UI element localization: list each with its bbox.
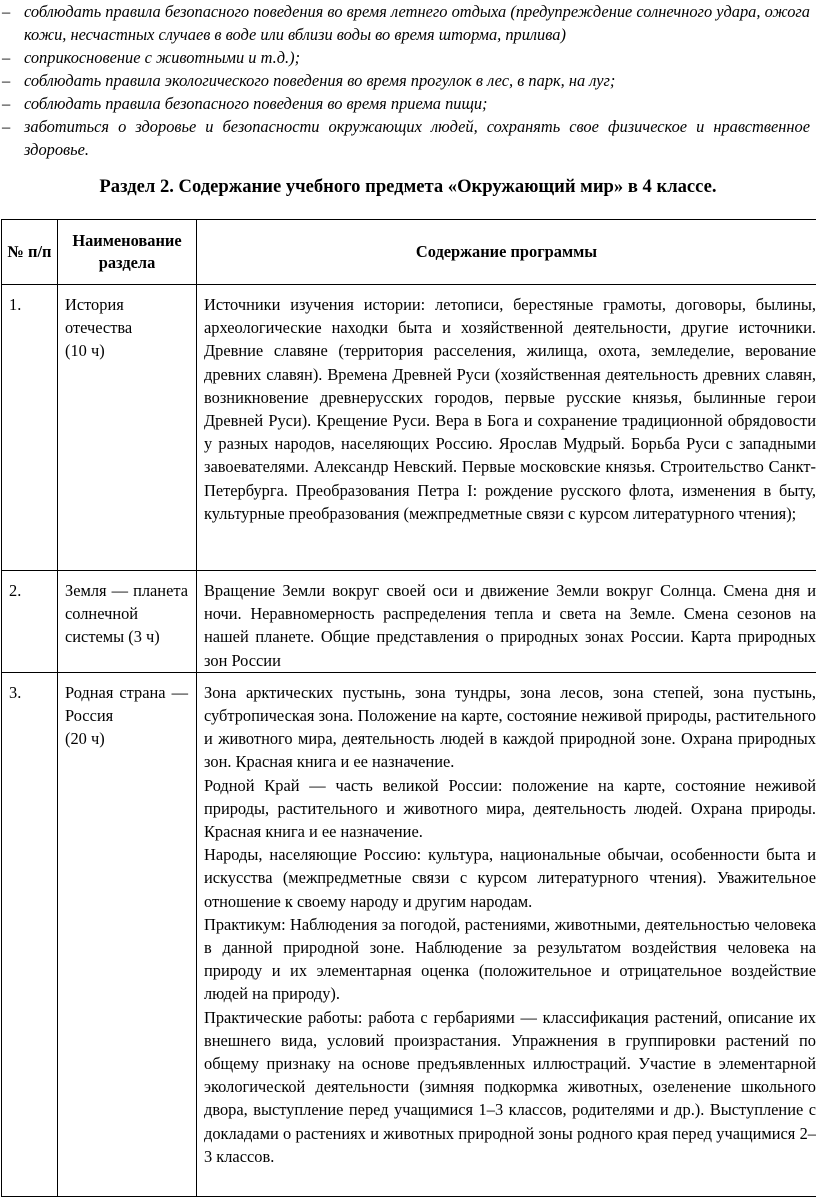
table-row (2, 285, 816, 571)
row-num: 3. (2, 672, 58, 1196)
section-name: Родная страна — Россия (65, 681, 188, 727)
section-heading: Раздел 2. Содержание учебного предмета «Окружающий мир» в 4 классе. (0, 175, 816, 199)
table-row (2, 672, 816, 1196)
row-content (197, 571, 816, 673)
row-num: 2. (2, 571, 58, 673)
row-name (58, 672, 197, 1196)
content-paragraph: Народы, населяющие Россию: культура, национальные обычаи, особенности быта и искусства (межпредметные связи с курсом литературного чтения). Уважительное отношение к своему народу и другим народам. (204, 843, 816, 913)
section-hours: (10 ч) (65, 339, 188, 362)
bullet-item: – соблюдать правила безопасного поведения во время летнего отдыха (предупреждение солнечного удара, ожога кожи, несчастных случаев в воде или вблизи воды во время шторма, прилива) (0, 0, 816, 46)
content-paragraph: Зона арктических пустынь, зона тундры, зона лесов, зона степей, зона пустынь, субтропическая зона. Положение на карте, состояние неживой природы, растительного и животного мира, деятельность людей в каждой природной зоне. Охрана природных зон. Красная книга и ее назначение. (204, 681, 816, 774)
header-num: № п/п (2, 220, 58, 285)
row-name (58, 285, 197, 571)
section-name: История отечества (65, 293, 188, 339)
row-content (197, 285, 816, 571)
table-row (2, 571, 816, 673)
bullet-item: – соблюдать правила безопасного поведения во время приема пищи; (0, 92, 816, 115)
table-header-row (2, 220, 816, 285)
header-content: Содержание программы (197, 220, 816, 285)
row-name (58, 571, 197, 673)
content-paragraph: Источники изучения истории: летописи, берестяные грамоты, договоры, былины, археологические находки быта и хозяйственной деятельности, другие источники. Древние славяне (территория расселения, жилища, охота, земледелие, верование древних славян). Времена Древней Руси (хозяйственная деятельность древних славян, возникновение древнерусских городов, первые русские князья, былинные герои Древней Руси). Крещение Руси. Вера в Бога и сохранение традиционной обрядовости у разных народов, населяющих Россию. Ярослав Мудрый. Борьба Руси с западными завоевателями. Александр Невский. Первые московские князья. Строительство Санкт-Петербурга. Преобразования Петра I: рождение русского флота, изменения в быту, культурные преобразования (межпредметные связи с курсом литературного чтения); (204, 293, 816, 525)
program-table (1, 219, 816, 1197)
content-paragraph: Родной Край — часть великой России: положение на карте, состояние неживой природы, растительного и животного мира, деятельность людей. Охрана природы. Красная книга и ее назначение. (204, 774, 816, 844)
content-paragraph: Вращение Земли вокруг своей оси и движение Земли вокруг Солнца. Смена дня и ночи. Неравномерность распределения тепла и света на Земле. Смена сезонов на нашей планете. Общие представления о природных зонах России. Карта природных зон России (204, 579, 816, 672)
header-name: Наименование раздела (58, 220, 197, 285)
rules-bullet-list (0, 0, 816, 161)
row-num: 1. (2, 285, 58, 571)
bullet-item: – соблюдать правила экологического поведения во время прогулок в лес, в парк, на луг; (0, 69, 816, 92)
section-hours: (20 ч) (65, 727, 188, 750)
row-content (197, 672, 816, 1196)
section-name: Земля — планета солнечной системы (3 ч) (65, 579, 188, 649)
content-paragraph: Практические работы: работа с гербариями — классификация растений, описание их внешнего вида, условий произрастания. Упражнения в группировки растений по общему признаку на основе предъявленных иллюстраций. Участие в элементарной экологической деятельности (зимняя подкормка животных, озеленение школьного двора, выступление перед учащимися 1–3 классов, родителями и др.). Выступление с докладами о растениях и животных природной зоны родного края перед учащимися 2–3 классов. (204, 1006, 816, 1168)
content-paragraph: Практикум: Наблюдения за погодой, растениями, животными, деятельностью человека в данной природной зоне. Наблюдение за результатом воздействия человека на природу и их элементарная оценка (положительное и отрицательное воздействие людей на природу). (204, 913, 816, 1006)
bullet-item: – соприкосновение с животными и т.д.); (0, 46, 816, 69)
bullet-item: – заботиться о здоровье и безопасности окружающих людей, сохранять свое физическое и нравственное здоровье. (0, 115, 816, 161)
